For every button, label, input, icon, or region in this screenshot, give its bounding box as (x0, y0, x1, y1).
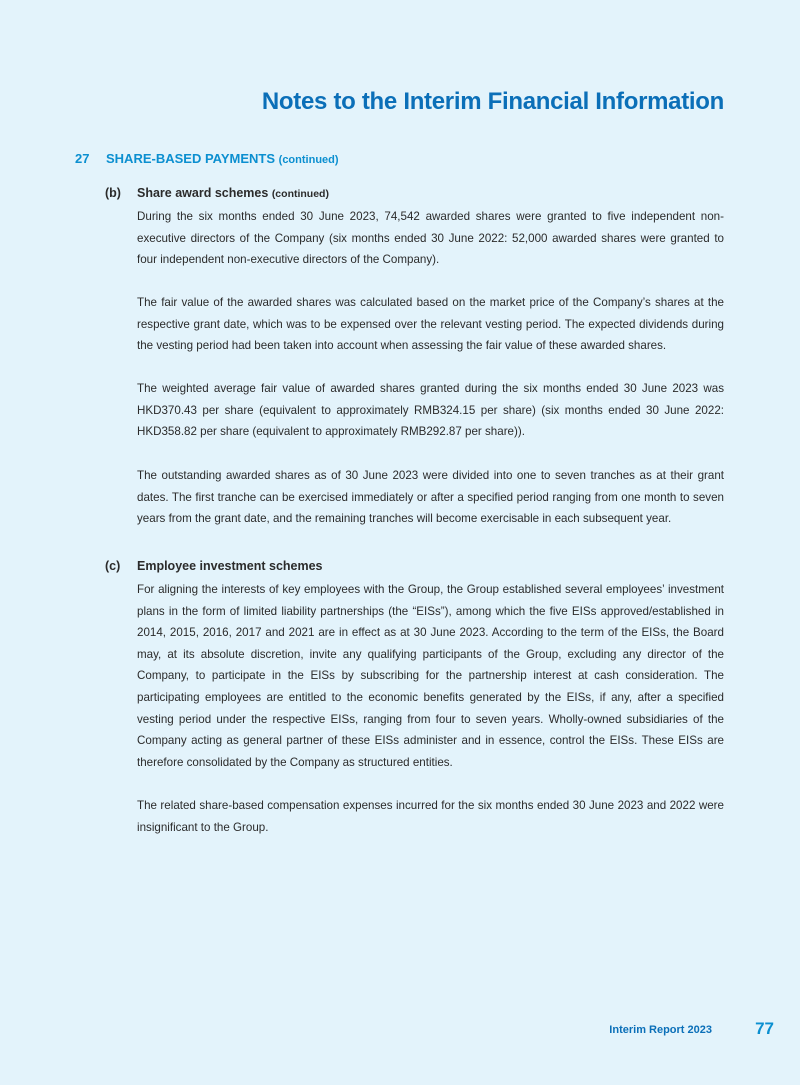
section-heading (75, 151, 339, 166)
subsection-c-heading (105, 559, 323, 573)
section-title: SHARE-BASED PAYMENTS (106, 151, 276, 166)
footer-report-title: Interim Report 2023 (609, 1024, 712, 1036)
subsection-b-continued: (continued) (271, 188, 329, 200)
section-continued: (continued) (278, 154, 339, 166)
section-number: 27 (75, 151, 90, 166)
paragraph-c-2: The related share-based compensation expenses incurred for the six months ended 30 June 2023 and 2022 were insignificant to the Group. (137, 799, 724, 834)
paragraph-b-4: The outstanding awarded shares as of 30 June 2023 were divided into one to seven tranches as at their grant dates. The first tranche can be exercised immediately or after a specified period ranging from one month to seven years from the grant date, and the remaining tranches will become exercisable in each subsequent year. (137, 469, 724, 526)
paragraph-b-2: The fair value of the awarded shares was calculated based on the market price of the Company’s shares at the respective grant date, which was to be expensed over the relevant vesting period. The expected dividends during the vesting period had been taken into account when assessing the fair value of these awarded shares. (137, 296, 724, 353)
subsection-c-letter: (c) (105, 559, 121, 573)
subsection-c-title: Employee investment schemes (137, 559, 323, 573)
page-number: 77 (755, 1019, 774, 1038)
paragraph-b-1: During the six months ended 30 June 2023, 74,542 awarded shares were granted to five independent non-executive directors of the Company (six months ended 30 June 2022: 52,000 awarded shares were granted to four independent non-executive directors of the Company). (137, 210, 724, 267)
page-title: Notes to the Interim Financial Information (261, 88, 724, 115)
paragraph-b-3: The weighted average fair value of awarded shares granted during the six months ended 30 June 2023 was HKD370.43 per share (equivalent to approximately RMB324.15 per share) (six months ended 30 June 2022: HKD358.82 per share (equivalent to approximately RMB292.87 per share)). (137, 382, 724, 439)
subsection-b-title: Share award schemes (137, 186, 269, 200)
subsection-b-heading (105, 186, 329, 200)
paragraph-c-1: For aligning the interests of key employees with the Group, the Group established several employees’ investment plans in the form of limited liability partnerships (the “EISs”), among which the five EISs approved/established in 2014, 2015, 2016, 2017 and 2021 are in effect as at 30 June 2023. According to the term of the EISs, the Board may, at its absolute discretion, invite any qualifying participants of the Group, excluding any director of the Company, to participate in the EISs by subscribing for the partnership interest at cash consideration. The participating employees are entitled to the economic benefits generated by the EISs, if any, after a specified vesting period under the respective EISs, ranging from four to seven years. Wholly-owned subsidiaries of the Company acting as general partner of these EISs administer and in essence, control the EISs. These EISs are therefore consolidated by the Company as structured entities. (137, 583, 724, 769)
subsection-b-letter: (b) (105, 186, 121, 200)
